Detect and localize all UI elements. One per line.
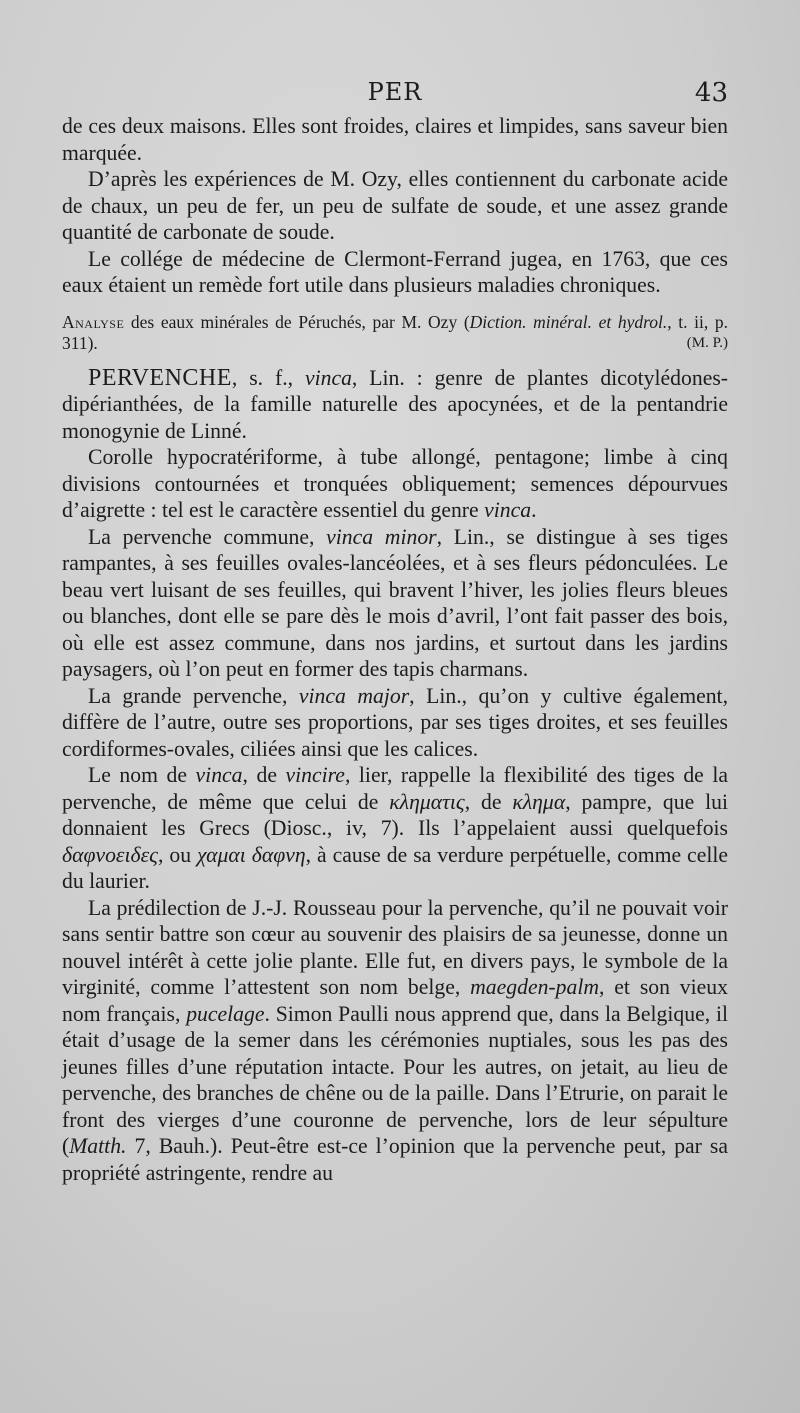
paragraph bbox=[62, 683, 728, 763]
paragraph-text: , pampre, que lui donnaient les Grecs (Diosc., iv, 7). Ils l’appelaient aussi quelquefois bbox=[62, 789, 728, 840]
paragraph-text: , Lin., qu’on y cultive également, diffère de l’autre, outre ses proportions, par ses tiges droites, et ses feuilles cordiformes-ovales, ciliées ainsi que les calices. bbox=[62, 683, 729, 761]
paragraph-text: , ou bbox=[157, 842, 198, 867]
paragraph-text: Le collége de médecine de Clermont-Ferrand jugea, en 1763, que ces eaux étaient un remède fort utile dans plusieurs maladies chroniques. bbox=[62, 246, 728, 297]
greek-term: χαμαι δαφνη bbox=[197, 842, 306, 867]
latin-term: vinca bbox=[484, 498, 532, 522]
greek-term: δαφνοειδες bbox=[62, 842, 158, 867]
paragraph-text: 7, Bauh.). Peut-être est-ce l’opinion que la pervenche peut, par sa propriété astringente, rendre au bbox=[62, 1134, 728, 1185]
running-title: PER bbox=[367, 78, 423, 106]
analysis-reference-rest: , t. ii, p. 311). bbox=[62, 311, 729, 353]
paragraph-text: La grande pervenche, bbox=[88, 683, 299, 708]
entry-headword: PERVENCHE bbox=[88, 364, 232, 391]
paragraph-text: Le nom de bbox=[88, 763, 196, 787]
paragraph-text: , à cause de sa verdure perpétuelle, comme celle du laurier. bbox=[62, 842, 728, 893]
paragraph-text: D’après les expériences de M. Ozy, elles contiennent du carbonate acide de chaux, un peu de fer, un peu de sulfate de soude, et une assez grande quantité de carbonate de soude. bbox=[62, 167, 728, 244]
entry-definition bbox=[62, 365, 728, 445]
paragraph bbox=[62, 895, 728, 1187]
author-initials: (M. P.) bbox=[686, 334, 728, 351]
page-body bbox=[62, 113, 729, 1186]
paragraph-text: Corolle hypocratériforme, à tube allongé, pentagone; limbe à cinq divisions contournées et tronquées obliquement; semences dépourvues d’aigrette : tel est le caractère essentiel du genre bbox=[62, 445, 728, 522]
greek-term: κλημα bbox=[512, 789, 566, 814]
entry-latin-name: vinca bbox=[304, 365, 352, 390]
paragraph bbox=[62, 246, 728, 299]
paragraph bbox=[62, 444, 728, 524]
paragraph-text: , lier, rappelle la flexibilité des tiges de la pervenche, de même que celui de bbox=[62, 763, 728, 814]
analysis-text: des eaux minérales de Péruchés, par M. Ozy ( bbox=[124, 311, 470, 332]
entry-grammar: , s. f., bbox=[231, 365, 305, 390]
vernacular-term: maegden-palm bbox=[470, 975, 600, 999]
paragraph-text: La prédilection de J.-J. Rousseau pour la pervenche, qu’il ne pouvait voir sans sentir battre son cœur au souvenir des plaisirs de sa jeunesse, donne un nouvel intérêt à cette jolie plante. Elle fut, en divers pays, le symbole de la virginité, comme l’attestent son nom belge, bbox=[62, 895, 728, 999]
paragraph-text: , Lin., se distingue à ses tiges rampantes, à ses feuilles ovales-lancéolées, et à ses fleurs pédonculées. Le beau vert luisant de ses feuilles, qui bravent l’hiver, les jolies fleurs bleues ou blanches, dont elle se pare dès le mois d’avril, l’ont fait passer des bois, où elle est assez commune, dans nos jardins, et surtout dans les jardins paysagers, où l’on peut en former des tapis charmans. bbox=[62, 524, 729, 681]
analysis-lead: Analyse bbox=[62, 311, 125, 332]
latin-term: vinca minor bbox=[326, 524, 437, 549]
paragraph-text: La pervenche commune, bbox=[88, 524, 327, 549]
vernacular-term: pucelage bbox=[186, 1001, 265, 1026]
page-header bbox=[62, 78, 728, 112]
latin-term: vinca major bbox=[298, 683, 410, 708]
analysis-note bbox=[62, 312, 728, 354]
latin-term: vinca bbox=[195, 763, 243, 787]
paragraph bbox=[62, 113, 728, 166]
latin-term: vincire bbox=[285, 763, 345, 787]
paragraph bbox=[62, 166, 728, 246]
paragraph-text: de ces deux maisons. Elles sont froides, claires et limpides, sans saveur bien marquée. bbox=[62, 114, 728, 165]
entry-definition-text: , Lin. : genre de plantes dicotylédones-dipérianthées, de la famille naturelle des apocynées, et de la pentandrie monogynie de Linné. bbox=[62, 365, 728, 443]
paragraph-text: , et son vieux nom français, bbox=[62, 975, 728, 1026]
greek-term: κληματις bbox=[389, 789, 465, 814]
paragraph-text: , de bbox=[464, 789, 513, 814]
paragraph bbox=[62, 762, 728, 895]
analysis-reference: Diction. minéral. et hydrol. bbox=[469, 311, 668, 332]
paragraph bbox=[62, 524, 728, 683]
page-number: 43 bbox=[694, 78, 728, 108]
citation: Matth. bbox=[69, 1134, 127, 1158]
paragraph-text: . bbox=[531, 498, 537, 522]
paragraph-text: , de bbox=[242, 763, 286, 787]
paragraph-text: . Simon Paulli nous apprend que, dans la Belgique, il était d’usage de la semer dans les cérémonies nuptiales, sous les pas des jeunes filles d’une réputation intacte. Pour les autres, on jetait, au lieu de pervenche, des branches de chêne ou de la paille. Dans l’Etrurie, on parait le front des vierges d’une couronne de pervenche, lors de leur sépulture ( bbox=[62, 1001, 728, 1158]
